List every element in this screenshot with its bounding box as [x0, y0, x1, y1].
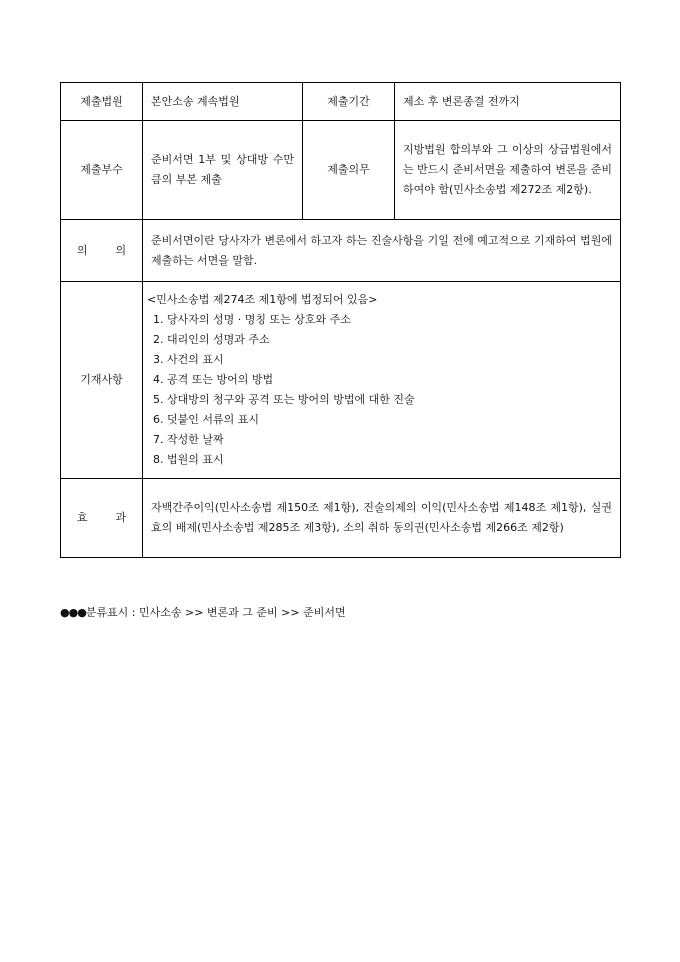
court-value: 본안소송 계속법원 — [143, 83, 303, 121]
row-effect — [61, 479, 621, 558]
list-item: 6. 덧붙인 서류의 표시 — [153, 413, 259, 426]
classification-text: 분류표시 : 민사소송 >> 변론과 그 준비 >> 준비서면 — [85, 606, 346, 619]
court-label: 제출법원 — [61, 83, 143, 121]
list-item: 4. 공격 또는 방어의 방법 — [153, 373, 274, 386]
effect-label-b: 과 — [115, 511, 127, 524]
effect-value: 자백간주이익(민사소송법 제150조 제1항), 진술의제의 이익(민사소송법 제148조 제1항), 실권효의 배제(민사소송법 제285조 제3항), 소의 취하 동의권(민사소송법 제266조 제2항) — [143, 479, 621, 558]
list-item: 1. 당사자의 성명 · 명칭 또는 상호와 주소 — [153, 313, 351, 326]
list-item: 7. 작성한 날짜 — [153, 433, 224, 446]
info-table — [60, 82, 621, 558]
items-intro: <민사소송법 제274조 제1항에 법정되어 있음> — [147, 293, 378, 306]
list-item: 2. 대리인의 성명과 주소 — [153, 333, 270, 346]
bullet-dots: ●●● — [60, 606, 86, 619]
duty-label: 제출의무 — [303, 121, 395, 220]
list-item: 3. 사건의 표시 — [153, 353, 224, 366]
list-item: 8. 법원의 표시 — [153, 453, 224, 466]
effect-label-a: 효 — [76, 511, 88, 524]
classification-footer — [60, 604, 346, 620]
row-court-period — [61, 83, 621, 121]
meaning-label-a: 의 — [76, 243, 88, 257]
meaning-label — [61, 220, 143, 282]
meaning-label-b: 의 — [115, 243, 127, 257]
duty-value: 지방법원 합의부와 그 이상의 상급법원에서는 반드시 준비서면을 제출하여 변론을 준비하여야 함(민사소송법 제272조 제2항). — [395, 121, 621, 220]
copies-label: 제출부수 — [61, 121, 143, 220]
items-content — [143, 282, 621, 479]
effect-label — [61, 479, 143, 558]
row-items — [61, 282, 621, 479]
period-value: 제소 후 변론종결 전까지 — [395, 83, 621, 121]
row-copies-duty — [61, 121, 621, 220]
copies-value: 준비서면 1부 및 상대방 수만큼의 부본 제출 — [143, 121, 303, 220]
items-label: 기재사항 — [61, 282, 143, 479]
list-item: 5. 상대방의 청구와 공격 또는 방어의 방법에 대한 진술 — [153, 393, 415, 406]
meaning-value: 준비서면이란 당사자가 변론에서 하고자 하는 진술사항을 기일 전에 예고적으로 기재하여 법원에 제출하는 서면을 말함. — [143, 220, 621, 282]
period-label: 제출기간 — [303, 83, 395, 121]
row-meaning — [61, 220, 621, 282]
